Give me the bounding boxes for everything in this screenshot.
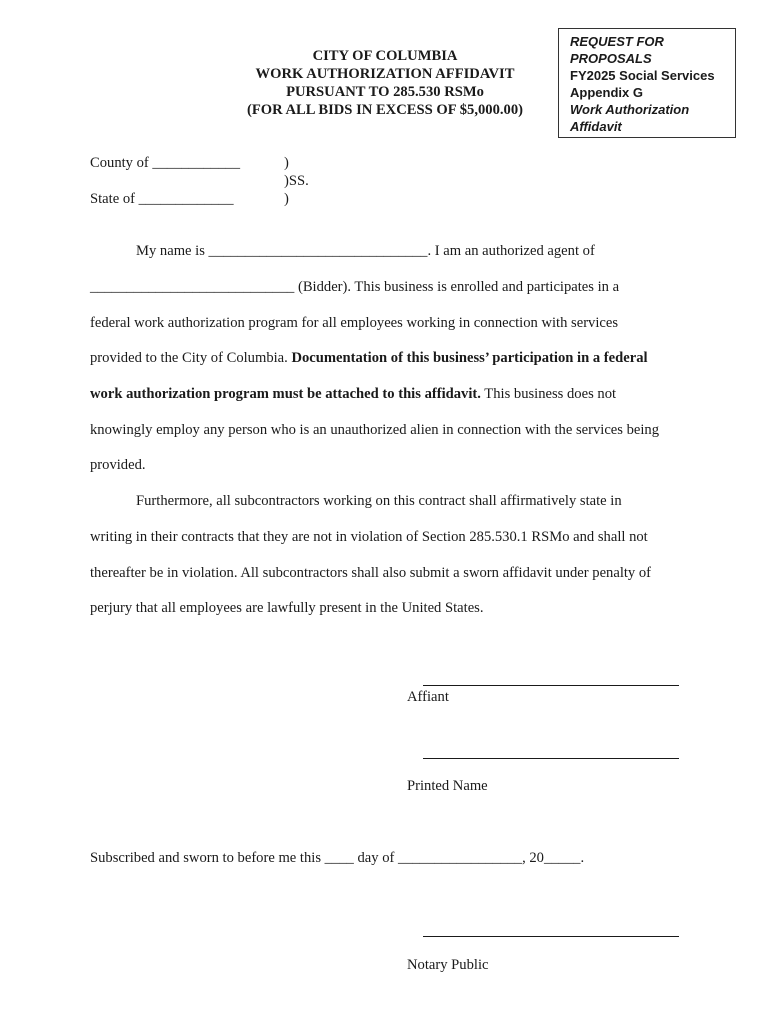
body-line-name: My name is ______________________________. I am an authorized agent of [136,243,595,259]
body-line-11: perjury that all employees are lawfully present in the United States. [90,600,484,616]
body-line-4-normal: provided to the City of Columbia. [90,350,292,366]
document-title [230,47,540,119]
title-line-3: PURSUANT TO 285.530 RSMo [286,84,484,100]
rfp-line-3: FY2025 Social Services [570,68,715,83]
rfp-line-2: PROPOSALS [570,51,652,66]
printed-name-line[interactable] [423,758,679,759]
title-line-4: (FOR ALL BIDS IN EXCESS OF $5,000.00) [247,102,523,118]
rfp-line-5: Work Authorization [570,102,690,117]
body-line-5-normal: This business does not [480,386,617,402]
county-field[interactable]: County of ____________ [90,155,240,171]
body-line-7: provided. [90,457,146,473]
venue-paren-bottom: ) [284,191,289,207]
notary-signature-line[interactable] [423,936,679,937]
rfp-line-1: REQUEST FOR [570,34,664,49]
venue-ss: )SS. [284,173,309,189]
body-line-3: federal work authorization program for all employees working in connection with services [90,315,619,331]
subscribed-sworn-line[interactable]: Subscribed and sworn to before me this ____ day of _________________, 20_____. [90,850,585,866]
rfp-line-4: Appendix G [570,85,643,100]
title-line-1: CITY OF COLUMBIA [312,48,458,64]
body-line-5-bold: work authorization program must be attached to this affidavit. [90,386,481,402]
body-line-8: Furthermore, all subcontractors working on this contract shall affirmatively state in [136,493,622,509]
affiant-label: Affiant [407,689,449,705]
state-field[interactable]: State of _____________ [90,191,234,207]
title-line-2: WORK AUTHORIZATION AFFIDAVIT [255,66,515,82]
rfp-line-6: Affidavit [570,119,622,134]
body-line-4-bold: Documentation of this business’ participation in a federal [291,350,648,366]
rfp-reference-box [558,28,736,138]
body-line-bidder: ____________________________ (Bidder). This business is enrolled and participates in a [90,279,620,295]
venue-paren-top: ) [284,155,289,171]
printed-name-label: Printed Name [407,778,488,794]
body-line-5 [90,386,616,403]
body-line-6: knowingly employ any person who is an unauthorized alien in connection with the services being [90,422,660,438]
body-line-4 [90,350,648,367]
body-line-9: writing in their contracts that they are not in violation of Section 285.530.1 RSMo and shall not [90,529,648,545]
body-line-10: thereafter be in violation. All subcontractors shall also submit a sworn affidavit under penalty of [90,565,652,581]
affiant-signature-line[interactable] [423,685,679,686]
notary-label: Notary Public [407,957,489,973]
